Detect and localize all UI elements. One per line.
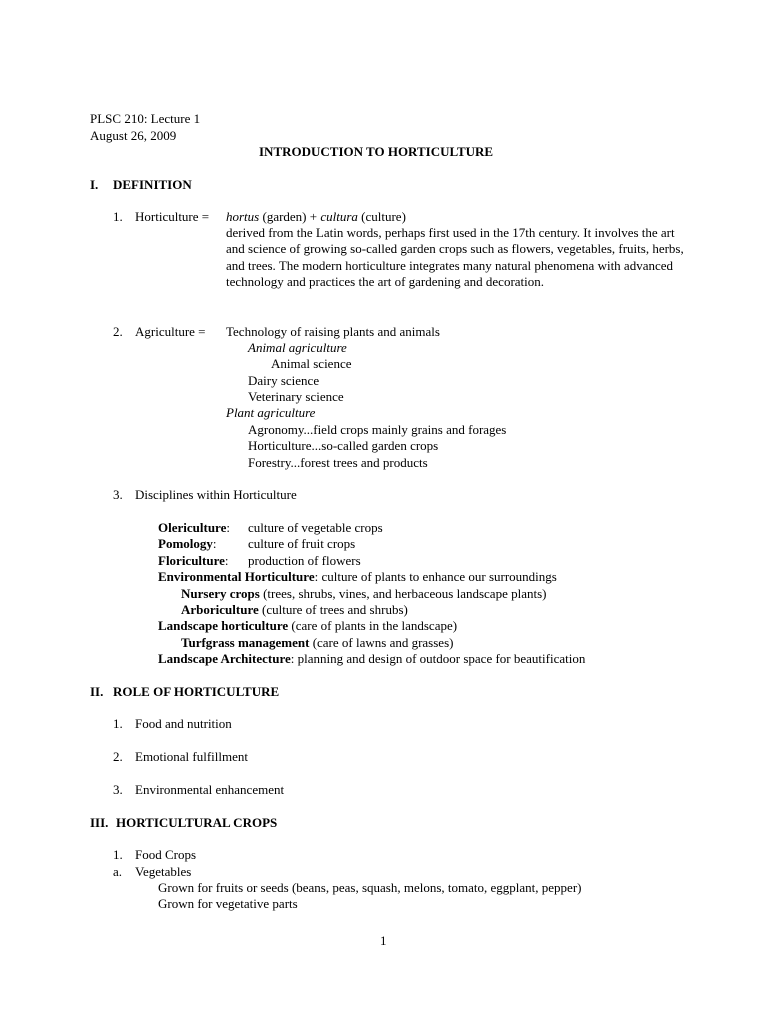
discipline-olericulture: Olericulture: <box>158 520 230 535</box>
list-item: Agronomy...field crops mainly grains and forages <box>248 422 507 437</box>
item-number: 3. <box>113 487 123 502</box>
item-number: 2. <box>113 749 123 764</box>
list-item: Forestry...forest trees and products <box>248 455 428 470</box>
discipline-environmental-horticulture: Environmental Horticulture: culture of plants to enhance our surroundings <box>158 569 557 584</box>
discipline-desc: culture of vegetable crops <box>248 520 383 535</box>
horticulture-etymology <box>226 209 406 225</box>
section-2-heading: ROLE OF HORTICULTURE <box>113 684 280 699</box>
vegetable-line: Grown for vegetative parts <box>158 896 298 911</box>
gloss-culture: (culture) <box>357 209 406 224</box>
food-crops: Food Crops <box>135 847 197 862</box>
latin-hortus: hortus <box>226 209 260 224</box>
latin-cultura: cultura <box>320 209 358 224</box>
discipline-turfgrass-management: Turfgrass management (care of lawns and grasses) <box>181 635 454 650</box>
item-number: 1. <box>113 209 123 224</box>
course-line: PLSC 210: Lecture 1 <box>90 111 201 126</box>
item-number: 2. <box>113 324 123 339</box>
item-number: 1. <box>113 847 123 862</box>
agriculture-definition: Technology of raising plants and animals <box>226 324 440 339</box>
section-1-heading: DEFINITION <box>113 177 192 192</box>
section-2-numeral: II. <box>90 684 104 699</box>
role-item: Food and nutrition <box>135 716 232 731</box>
list-item: Dairy science <box>248 373 320 388</box>
list-item: Animal science <box>271 356 352 371</box>
discipline-landscape-horticulture: Landscape horticulture (care of plants in the landscape) <box>158 618 458 633</box>
page-number: 1 <box>380 933 387 948</box>
item-number: 1. <box>113 716 123 731</box>
item-number: 3. <box>113 782 123 797</box>
term-agriculture: Agriculture = <box>135 324 206 339</box>
section-3-numeral: III. <box>90 815 109 830</box>
animal-agriculture-heading: Animal agriculture <box>248 340 347 355</box>
list-item: Horticulture...so-called garden crops <box>248 438 439 453</box>
discipline-nursery-crops: Nursery crops (trees, shrubs, vines, and herbaceous landscape plants) <box>181 586 547 601</box>
disciplines-heading: Disciplines within Horticulture <box>135 487 297 502</box>
sub-item-letter: a. <box>113 864 123 879</box>
vegetables: Vegetables <box>135 864 192 879</box>
list-item: Veterinary science <box>248 389 344 404</box>
document-title: INTRODUCTION TO HORTICULTURE <box>259 144 494 159</box>
role-item: Emotional fulfillment <box>135 749 249 764</box>
gloss-garden: (garden) + <box>259 209 321 224</box>
discipline-pomology: Pomology: <box>158 536 217 551</box>
discipline-desc: culture of fruit crops <box>248 536 356 551</box>
section-3-heading: HORTICULTURAL CROPS <box>116 815 278 830</box>
term-horticulture: Horticulture = <box>135 209 210 224</box>
date-line: August 26, 2009 <box>90 128 177 143</box>
discipline-landscape-architecture: Landscape Architecture: planning and design of outdoor space for beautification <box>158 651 586 666</box>
discipline-arboriculture: Arboriculture (culture of trees and shrubs) <box>181 602 408 617</box>
discipline-desc: production of flowers <box>248 553 361 568</box>
role-item: Environmental enhancement <box>135 782 285 797</box>
vegetable-line: Grown for fruits or seeds (beans, peas, squash, melons, tomato, eggplant, pepper) <box>158 880 582 895</box>
horticulture-description: derived from the Latin words, perhaps first used in the 17th century. It involves the art and science of growing so-called garden crops such as flowers, vegetables, fruits, herbs, and trees. The modern horticulture integrates many natural phenomena with advanced technology and practices the art of gardening and decoration. <box>226 225 684 290</box>
section-1-numeral: I. <box>90 177 99 192</box>
plant-agriculture-heading: Plant agriculture <box>226 405 316 420</box>
discipline-floriculture: Floriculture: <box>158 553 229 568</box>
